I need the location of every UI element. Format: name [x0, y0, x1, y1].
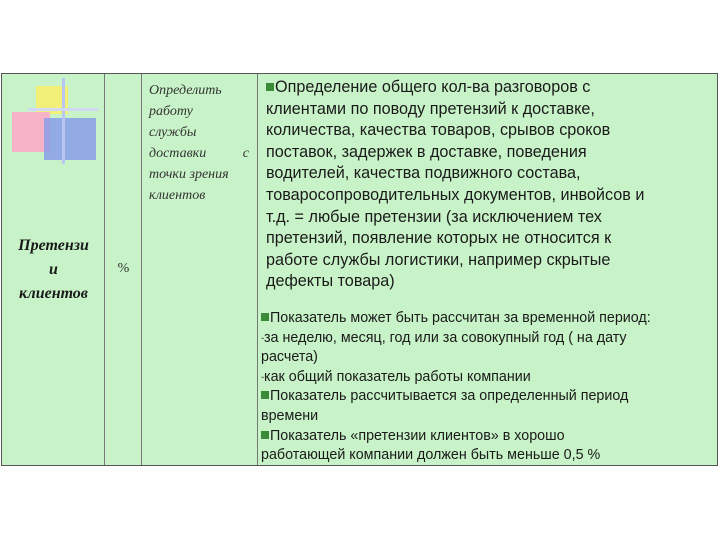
goal-cell [142, 74, 258, 465]
definition-text: Определение общего кол-ва разговоров с клиентами по поводу претензий к доставке, количества, качества товаров, срывов сроков поставок, задержек в доставке, поведения водителей, качества подвижного состава, товаросопроводительных документов, инвойсов и т.д. = любые претензии (за исключением тех претензий, появление которых не относится к работе службы логистики, например скрытые дефекты товара) [266, 78, 645, 291]
kpi-table [1, 73, 718, 466]
bullet-square-icon [261, 431, 269, 439]
bullet-square-icon [266, 83, 274, 91]
unit-value: % [117, 261, 130, 276]
dash-icon: - [261, 332, 264, 343]
bullet-square-icon [261, 391, 269, 399]
bullet-square-icon [261, 313, 269, 321]
dash-icon: - [261, 371, 264, 382]
goal-text: Определить работу службы доставки с точки зрения клиентов [149, 83, 249, 203]
decor-vertical-line [62, 78, 65, 164]
decor-blue-square [44, 118, 96, 160]
description-cell [258, 74, 717, 465]
notes-text: Показатель может быть рассчитан за временной период: -за неделю, месяц, год или за совокупный год ( на дату расчета) -как общий показатель работы компании Показатель рассчитывается за определенный период времени Показатель «претензии клиентов» в хорошо работающей компании должен быть меньше 0,5 % [261, 310, 651, 464]
indicator-cell [2, 74, 105, 465]
indicator-name: Претензи и клиентов [18, 237, 89, 302]
unit-cell [105, 74, 142, 465]
decor-horizontal-line [28, 108, 98, 111]
